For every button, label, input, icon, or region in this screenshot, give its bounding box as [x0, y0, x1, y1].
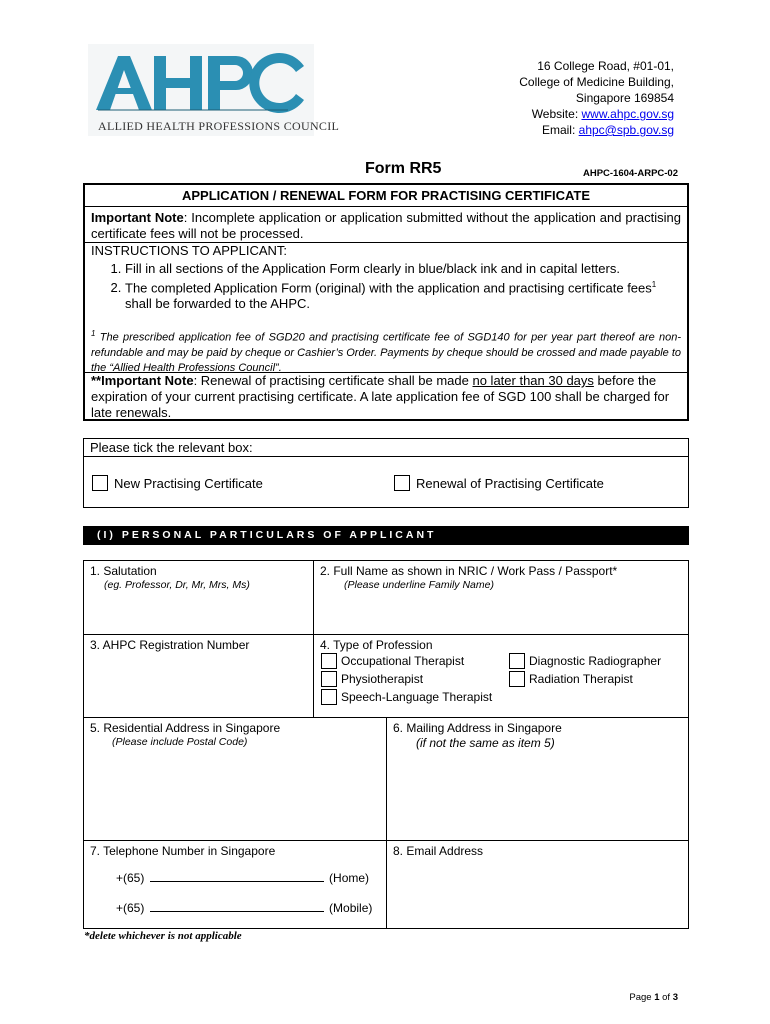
form-title: Form RR5: [365, 160, 442, 177]
fee-footnote: $^1$ The prescribed application fee of SGD20 and practising certificate fee of SGD140 for per year part thereof are non-refundable and may be paid by cheque or Cashier’s Order. Payments by cheque should be crossed and made payable to the “Allied Health Professions Council”.: [91, 329, 681, 374]
radiation-therapist-label: Radiation Therapist: [529, 672, 633, 686]
instruction-item: 1. Fill in all sections of the Application Form clearly in blue/black ink and in capital letters.: [125, 261, 681, 277]
physiotherapist-checkbox[interactable]: [321, 671, 337, 687]
physiotherapist-label: Physiotherapist: [341, 672, 424, 686]
instructions-list: [91, 261, 681, 312]
website-link[interactable]: www.ahpc.gov.sg: [581, 107, 674, 121]
residential-address-field[interactable]: [83, 717, 387, 841]
ahpc-logo: [88, 44, 340, 136]
residential-address-hint: (Please include Postal Code): [112, 736, 248, 748]
diagnostic-radiographer-checkbox[interactable]: [509, 653, 525, 669]
telephone-field: [83, 840, 387, 929]
full-name-hint: (Please underline Family Name): [344, 579, 494, 591]
website-label: Website:: [531, 107, 582, 121]
new-certificate-label: New Practising Certificate: [114, 476, 263, 491]
occupational-therapist-label: Occupational Therapist: [341, 654, 465, 668]
salutation-hint: (eg. Professor, Dr, Mr, Mrs, Ms): [104, 579, 250, 591]
occupational-therapist-checkbox[interactable]: [321, 653, 337, 669]
speech-therapist-label: Speech-Language Therapist: [341, 690, 493, 704]
address-line-1: 16 College Road, #01-01,: [537, 59, 674, 73]
renewal-note-label: **Important Note: [91, 373, 194, 388]
important-note: [85, 207, 687, 243]
profession-label: 4. Type of Profession: [320, 638, 433, 652]
email-label: 8. Email Address: [393, 844, 484, 858]
mobile-phone-row[interactable]: +(65) (Mobile): [116, 901, 373, 915]
instructions: [85, 243, 687, 373]
home-phone-row[interactable]: +(65) (Home): [116, 871, 370, 885]
salutation-field[interactable]: [83, 560, 314, 635]
email-link[interactable]: ahpc@spb.gov.sg: [578, 123, 674, 137]
address-line-3: Singapore 169854: [575, 91, 674, 105]
registration-number-label: 3. AHPC Registration Number: [90, 638, 250, 652]
tick-heading: Please tick the relevant box:: [84, 439, 688, 457]
email-label: Email:: [541, 123, 579, 137]
mailing-address-hint: (if not the same as item 5): [416, 736, 555, 750]
renewal-certificate-checkbox[interactable]: [394, 475, 410, 491]
residential-address-label: 5. Residential Address in Singapore: [90, 721, 281, 735]
renewal-important-note: **Important Note: Renewal of practising certificate shall be made no later than 30 days before the expiration of your current practising certificate. A late application fee of SGD 100 shall be charged for late renewals.: [91, 373, 670, 420]
instruction-item: 2. The completed Application Form (original) with the application and practising certificate fees$^1$ shall be forwarded to the AHPC.: [125, 277, 681, 312]
diagnostic-radiographer-label: Diagnostic Radiographer: [529, 654, 662, 668]
registration-number-field[interactable]: [83, 634, 314, 718]
full-name-label: 2. Full Name as shown in NRIC / Work Pass / Passport*: [320, 564, 618, 578]
salutation-label: 1. Salutation: [90, 564, 157, 578]
instructions-box: [83, 183, 689, 421]
instructions-heading: INSTRUCTIONS TO APPLICANT:: [91, 243, 288, 258]
renewal-certificate-label: Renewal of Practising Certificate: [416, 476, 604, 491]
speech-therapist-checkbox[interactable]: [321, 689, 337, 705]
address-line-2: College of Medicine Building,: [519, 75, 674, 89]
radiation-therapist-checkbox[interactable]: [509, 671, 525, 687]
telephone-label: 7. Telephone Number in Singapore: [90, 844, 276, 858]
email-field[interactable]: [386, 840, 689, 929]
delete-note: *delete whichever is not applicable: [84, 930, 242, 942]
certificate-type-box: [83, 438, 689, 508]
council-address: [519, 58, 674, 138]
important-note-label: Important Note: [91, 210, 184, 225]
section-personal-particulars: (I) PERSONAL PARTICULARS OF APPLICANT: [83, 526, 689, 545]
important-note-text: : Incomplete application or application submitted without the application and practising certificate fees will not be processed.: [91, 210, 681, 241]
full-name-field[interactable]: [313, 560, 689, 635]
form-heading: APPLICATION / RENEWAL FORM FOR PRACTISING CERTIFICATE: [85, 185, 687, 207]
page-number: Page 1 of 3: [629, 992, 678, 1003]
new-certificate-checkbox[interactable]: [92, 475, 108, 491]
mailing-address-field[interactable]: [386, 717, 689, 841]
mailing-address-label: 6. Mailing Address in Singapore: [393, 721, 562, 735]
profession-field: [313, 634, 689, 718]
logo-subtitle: ALLIED HEALTH PROFESSIONS COUNCIL: [98, 119, 340, 133]
form-code: AHPC-1604-ARPC-02: [582, 168, 678, 179]
